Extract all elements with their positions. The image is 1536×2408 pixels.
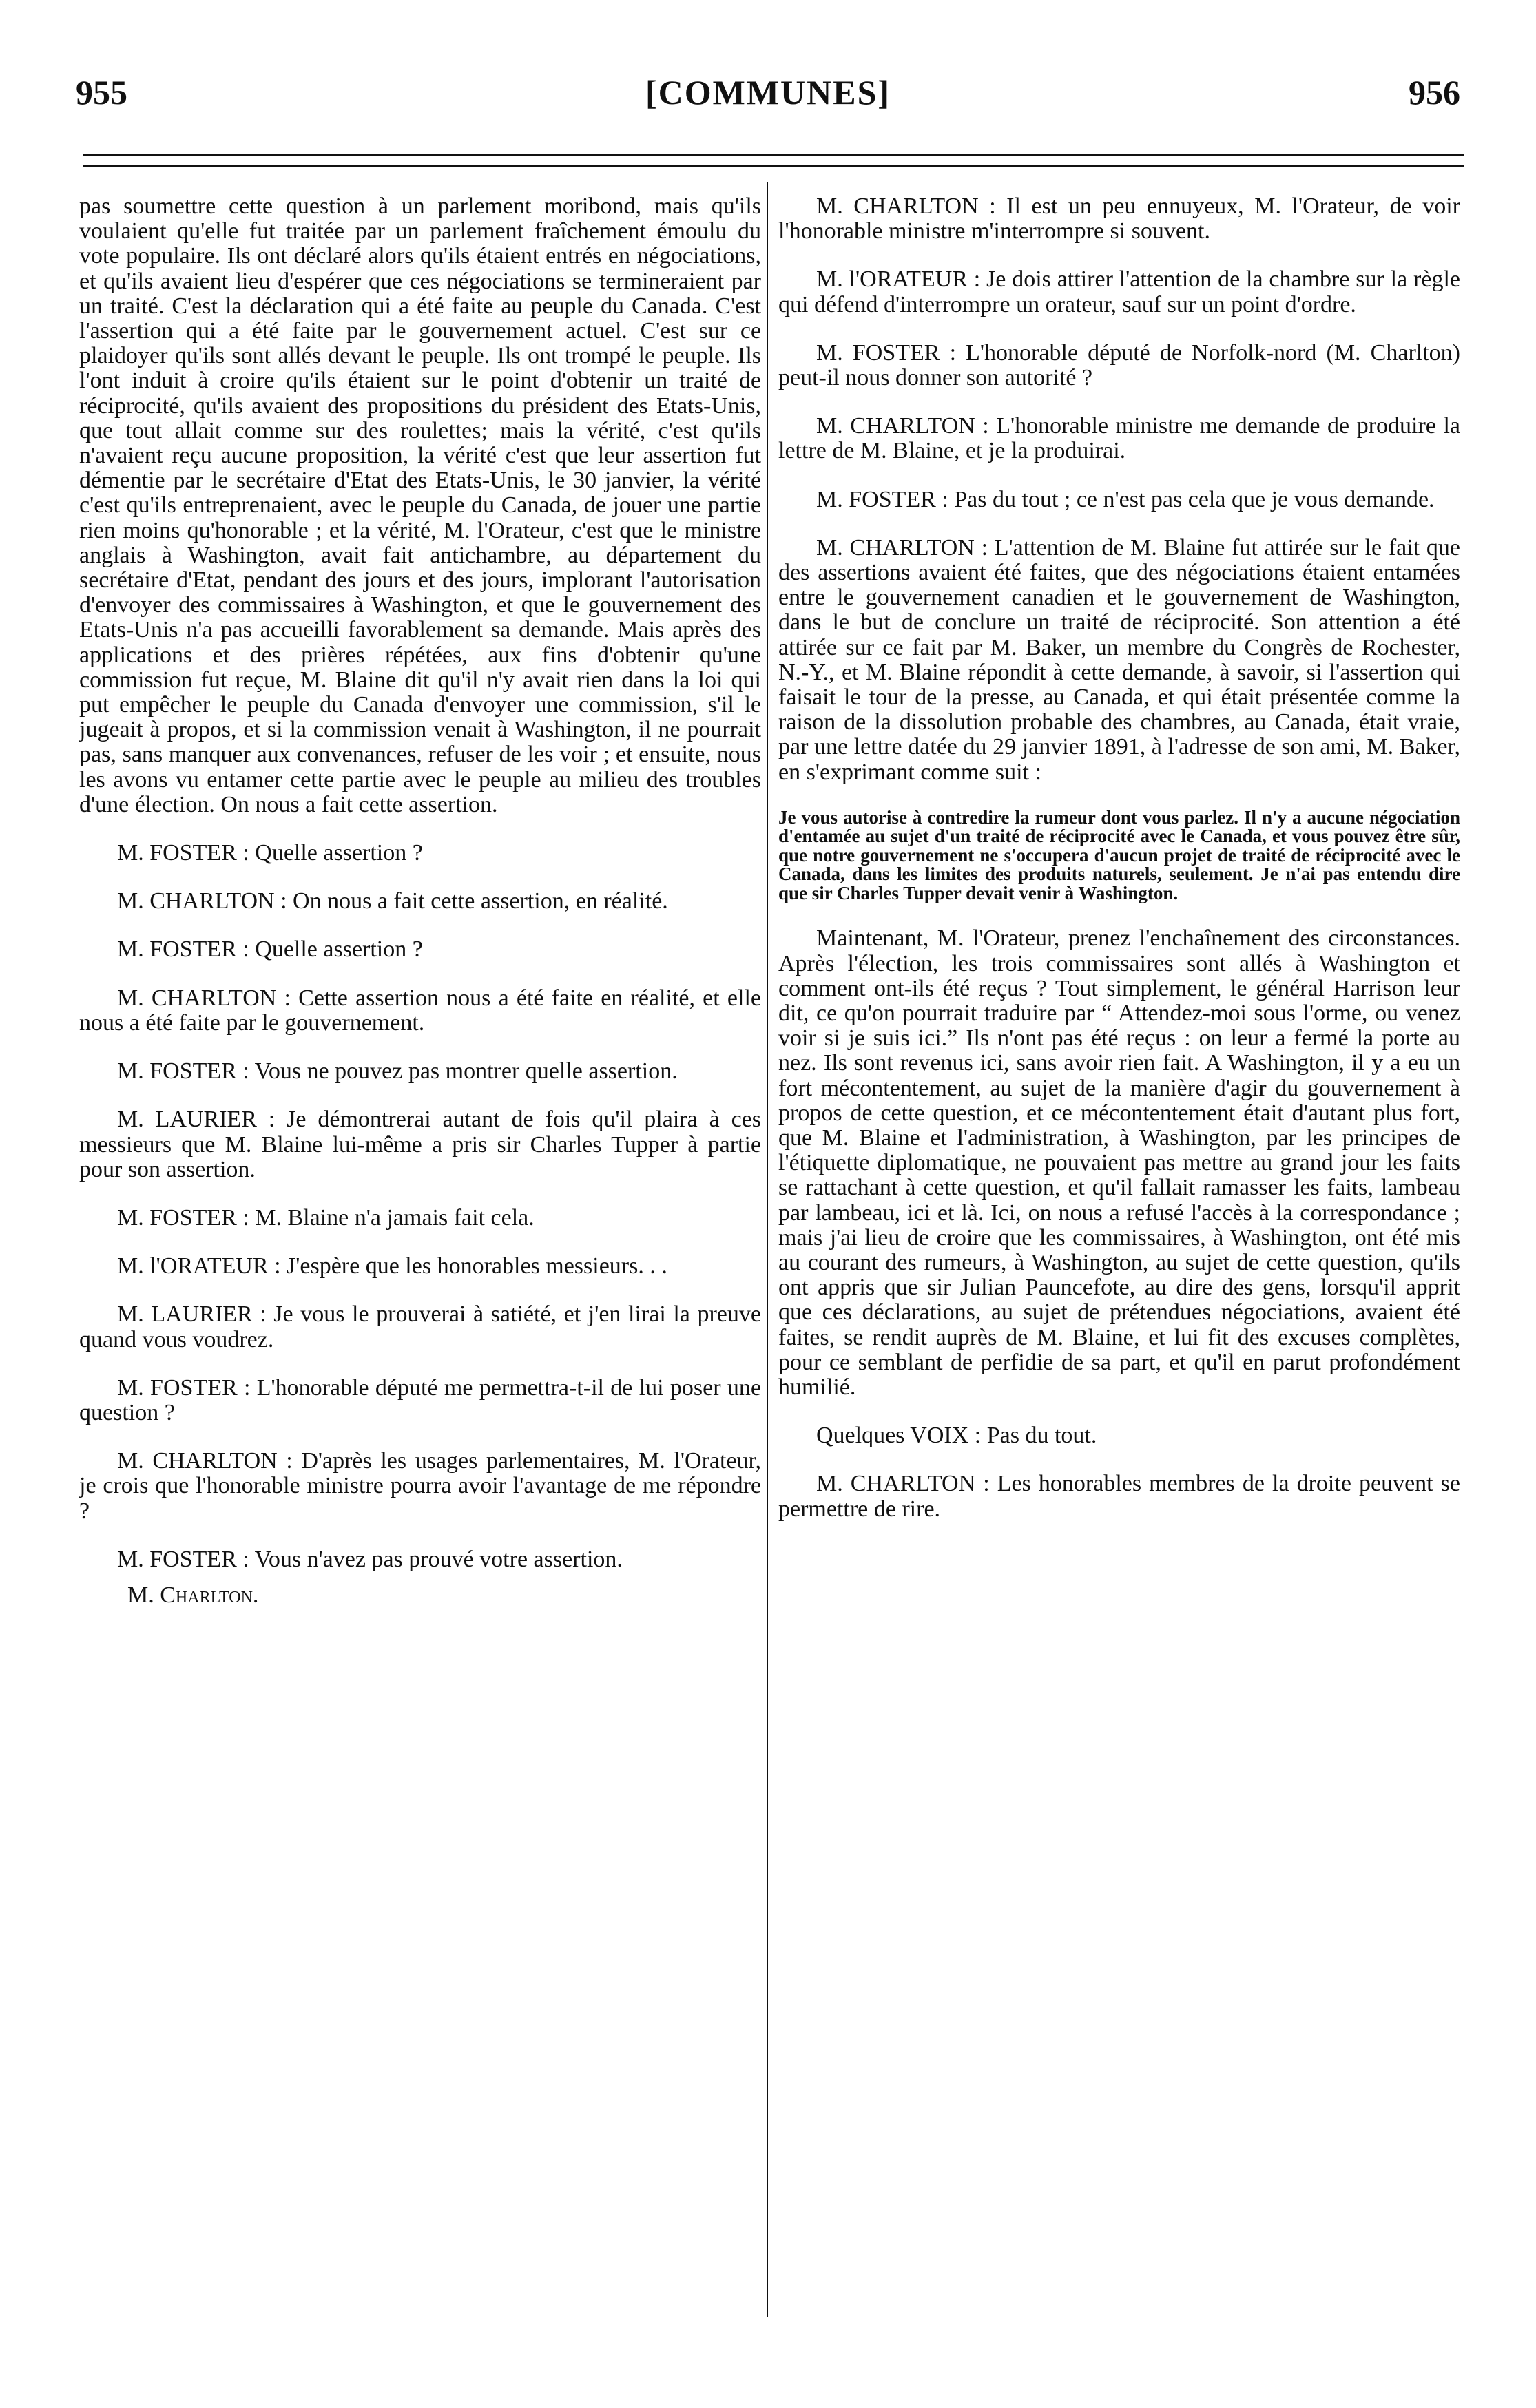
- left-paragraph: M. l'ORATEUR : J'espère que les honorables messieurs. . .: [117, 1253, 667, 1279]
- right-paragraph: M. FOSTER : Pas du tout ; ce n'est pas cela que je vous demande.: [816, 486, 1435, 512]
- left-paragraph: M. FOSTER : Vous ne pouvez pas montrer quelle assertion.: [117, 1058, 678, 1085]
- left-column: [79, 194, 761, 1608]
- right-paragraph: Maintenant, M. l'Orateur, prenez l'enchaînement des circonstances. Après l'élection, les trois commissaires sont allés à Washington et comment ont-ils été reçus ? Tout simplement, le général Harrison leur dit, ce qu'on pourrait traduire par “ Attendez-moi sous l'orme, ou venez voir si je suis ici.” Ils n'ont pas été reçus : on leur a fermé la porte au nez. Ils sont revenus ici, sans avoir rien fait. A Washington, il y a eu un fort mécontentement, au sujet de la manière d'agir du gouvernement à propos de cette question, et ce mécontentement était d'autant plus fort, que M. Blaine et l'administration, à Washington, par les principes de l'étiquette diplomatique, ne pouvaient pas mettre au grand jour les faits se rattachant à cette question, et qu'il fallait ramasser les faits, lambeau par lambeau, ici et là. Ici, on nous a refusé l'accès à la correspondance ; mais j'ai lieu de croire que les commissaires, à Washington, ont été mis au courant des rumeurs, à Washington, au sujet de cette question, qu'ils ont appris que sir Julian Pauncefote, au dire des gens, lorsqu'il apprit que ces déclarations, au sujet de prétendues négociations, avaient été faites, se rendit auprès de M. Blaine, et lui fit des excuses complètes, pour ce semblant de perfidie de sa part, et qu'il en parut profondément humilié.: [778, 925, 1460, 1401]
- right-paragraph: M. l'ORATEUR : Je dois attirer l'attention de la chambre sur la règle qui défend d'interrompre un orateur, sauf sur un point d'ordre.: [778, 266, 1460, 317]
- left-paragraph: M. FOSTER : L'honorable député me permettra-t-il de lui poser une question ?: [79, 1374, 761, 1425]
- left-paragraph: M. CHARLTON : Cette assertion nous a été faite en réalité, et elle nous a été faite par le gouvernement.: [79, 985, 761, 1036]
- left-paragraph: M. CHARLTON : D'après les usages parlementaires, M. l'Orateur, je crois que l'honorable ministre pourra avoir l'avantage de me répondre ?: [79, 1448, 761, 1524]
- running-title: [COMMUNES]: [645, 73, 891, 112]
- left-paragraph: M. LAURIER : Je vous le prouverai à satiété, et j'en lirai la preuve quand vous voudrez.: [79, 1301, 761, 1352]
- right-column: [778, 194, 1460, 1545]
- right-paragraph: M. FOSTER : L'honorable député de Norfolk-nord (M. Charlton) peut-il nous donner son autorité ?: [778, 339, 1460, 391]
- right-paragraph: M. CHARLTON : L'honorable ministre me demande de produire la lettre de M. Blaine, et je la produirai.: [778, 413, 1460, 464]
- right-paragraph: M. CHARLTON : Il est un peu ennuyeux, M. l'Orateur, de voir l'honorable ministre m'interrompre si souvent.: [778, 193, 1460, 244]
- quoted-letter: Je vous autorise à contredire la rumeur dont vous parlez. Il n'y a aucune négociation d'entamée au sujet d'un traité de réciprocité avec le Canada, et vous pouvez être sûr, que notre gouvernement ne s'occupera d'aucun projet de traité de réciprocité avec le Canada, dans les limites des produits naturels, seulement. Je n'ai pas entendu dire que sir Charles Tupper devait venir à Washington.: [778, 806, 1460, 903]
- right-paragraph: M. CHARLTON : Les honorables membres de la droite peuvent se permettre de rire.: [778, 1471, 1460, 1522]
- header-rule-bottom: [83, 165, 1464, 167]
- header-rule-top: [83, 154, 1464, 156]
- speaker-signature: M. Charlton.: [127, 1582, 259, 1608]
- page-number-left: 955: [76, 73, 127, 112]
- left-paragraph: M. FOSTER : M. Blaine n'a jamais fait cela.: [117, 1204, 535, 1231]
- column-divider: [767, 182, 768, 2317]
- left-paragraph: M. FOSTER : Vous n'avez pas prouvé votre assertion.: [117, 1546, 623, 1572]
- page-number-right: 956: [1409, 73, 1460, 112]
- right-paragraph: M. CHARLTON : L'attention de M. Blaine fut attirée sur le fait que des assertions avaient été faites, que des négociations étaient entamées entre le gouvernement canadien et le gouvernement de Washington, dans le but de conclure un traité de réciprocité. Son attention a été attirée sur ce fait par M. Baker, un membre du Congrès de Rochester, N.-Y., et M. Blaine répondit à cette demande, à savoir, si l'assertion qui faisait le tour de la presse, au Canada, et qui était présentée comme la raison de la dissolution probable des chambres, au Canada, était vraie, par une lettre datée du 29 janvier 1891, à l'adresse de son ami, M. Baker, en s'exprimant comme suit :: [778, 534, 1460, 785]
- left-paragraph: M. FOSTER : Quelle assertion ?: [117, 936, 423, 963]
- left-paragraph: M. FOSTER : Quelle assertion ?: [117, 840, 423, 866]
- right-paragraph: Quelques VOIX : Pas du tout.: [816, 1423, 1097, 1449]
- page-header: [69, 72, 1467, 127]
- left-paragraph: M. CHARLTON : On nous a fait cette assertion, en réalité.: [117, 888, 668, 914]
- left-paragraph: M. LAURIER : Je démontrerai autant de fois qu'il plaira à ces messieurs que M. Blaine lui-même a pris sir Charles Tupper à partie pour son assertion.: [79, 1107, 761, 1182]
- left-opening-paragraph: pas soumettre cette question à un parlement moribond, mais qu'ils voulaient qu'elle fut traitée par un parlement fraîchement émoulu du vote populaire. Ils ont déclaré alors qu'ils étaient entrés en négociations, et qu'ils avaient lieu d'espérer que ces négociations se termineraient par un traité. C'est la déclaration qui a été faite au peuple du Canada. C'est l'assertion qui a été faite par le gouvernement actuel. C'est sur ce plaidoyer qu'ils sont allés devant le peuple. Ils ont trompé le peuple. Ils l'ont induit à croire qu'ils étaient sur le point d'obtenir un traité de réciprocité, qu'ils avaient des propositions du président des Etats-Unis, que tout allait comme sur des roulettes; mais la vérité, c'est qu'ils n'avaient reçu aucune proposition, la vérité c'est que leur assertion fut démentie par le secrétaire d'Etat des Etats-Unis, le 30 janvier, la vérité c'est qu'ils entreprenaient, avec le peuple du Canada, de jouer une partie rien moins qu'honorable ; et la vérité, M. l'Orateur, c'est que le ministre anglais à Washington, avait fait antichambre, au département du secrétaire d'Etat, pendant des jours et des jours, implorant l'autorisation d'envoyer des commissaires à Washington, et que le gouvernement des Etats-Unis n'a pas accueilli favorablement sa demande. Mais après des applications et des prières répétées, aux fins d'obtenir qu'une commission fut reçue, M. Blaine dit qu'il n'y avait rien dans la loi qui put empêcher le peuple du Canada d'envoyer une commission, s'il le jugeait à propos, et si la commission venait à Washington, il ne pourrait pas, sans manquer aux convenances, refuser de les voir ; et ensuite, nous les avons vu entamer cette partie avec le peuple au milieu des troubles d'une élection. On nous a fait cette assertion.: [79, 193, 761, 817]
